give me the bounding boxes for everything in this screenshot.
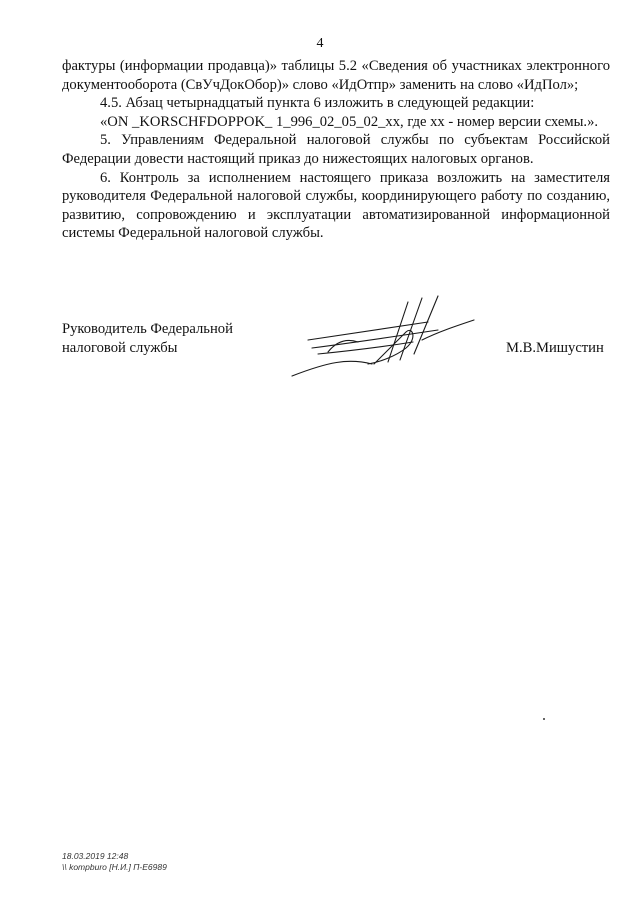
paragraph-schema-name: «ON _KORSCHFDOPPOK_ 1_996_02_05_02_xx, где xx - номер версии схемы.». — [100, 113, 599, 130]
scan-speck — [543, 718, 545, 720]
paragraph-4-5: 4.5. Абзац четырнадцатый пункта 6 изложить в следующей редакции: — [100, 95, 535, 112]
paragraph-6: 6. Контроль за исполнением настоящего приказа возложить на заместителя руководителя Федеральной налоговой службы, координирующего работу по созданию, развитию, сопровождению и эксплуатации автоматизированной информационной системы Федеральной налоговой службы. — [62, 169, 610, 242]
paragraph-5: 5. Управлениям Федеральной налоговой службы по субъектам Российской Федерации довести настоящий приказ до нижестоящих налоговых органов. — [62, 132, 610, 167]
document-footer — [62, 851, 167, 873]
document-body — [62, 57, 610, 243]
page-number: 4 — [316, 36, 324, 51]
handwritten-signature — [288, 292, 488, 384]
signatory-name: М.В.Мишустин — [506, 340, 604, 356]
paragraph-continuation: фактуры (информации продавца)» таблицы 5.2 «Сведения об участниках электронного документооборота (СвУчДокОбор)» слово «ИдОтпр» заменить на слово «ИдПол»; — [62, 58, 610, 93]
signatory-position-line2: налоговой службы — [62, 340, 178, 356]
footer-timestamp: 18.03.2019 12:48 — [62, 851, 129, 861]
signatory-position-line1: Руководитель Федеральной — [62, 321, 233, 337]
footer-file-ref: \\ kompburo [Н.И.] П-Е6989 — [62, 862, 167, 872]
signatory-position — [62, 320, 233, 358]
